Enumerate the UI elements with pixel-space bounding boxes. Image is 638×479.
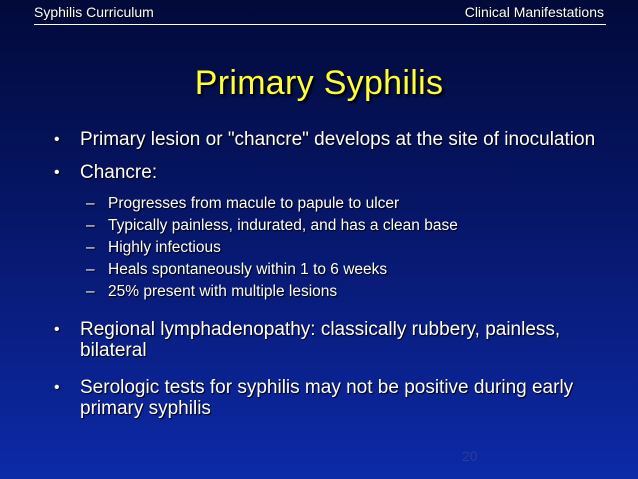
slide-title: Primary Syphilis [194,64,444,102]
subitem-text: 25% present with multiple lesions [108,283,338,300]
bullet-chancre [54,162,614,183]
subitem-text: Highly infectious [108,239,221,256]
subitem-progression [86,193,614,215]
bullet-text: Chancre: [80,162,158,183]
bullet-marker: • [54,321,60,338]
dash-marker: – [86,195,95,212]
bullet-text: Serologic tests for syphilis may not be positive during early primary syphilis [80,377,574,419]
dash-marker: – [86,239,95,256]
bullet-text: Regional lymphadenopathy: classically rubbery, painless, bilateral [80,319,561,361]
bullet-text: Primary lesion or "chancre" develops at the site of inoculation [80,129,596,150]
bullet-lymphadenopathy [54,319,614,361]
subitem-multiple-lesions [86,281,614,303]
subitem-text: Heals spontaneously within 1 to 6 weeks [108,261,388,278]
header-divider [34,24,606,25]
header-course-name: Syphilis Curriculum [34,4,154,20]
chancre-subitems [86,193,614,303]
page-number: 20 [462,448,478,464]
bullet-marker: • [54,164,60,181]
bullet-serologic-tests [54,377,614,419]
subitem-infectious [86,237,614,259]
bullet-list [54,129,614,419]
dash-marker: – [86,217,95,234]
bullet-marker: • [54,131,60,148]
subitem-text: Progresses from macule to papule to ulcer [108,195,400,212]
subitem-heals [86,259,614,281]
dash-marker: – [86,283,95,300]
bullet-primary-lesion [54,129,614,150]
subitem-text: Typically painless, indurated, and has a clean base [108,217,458,234]
bullet-marker: • [54,379,60,396]
dash-marker: – [86,261,95,278]
header-section-name: Clinical Manifestations [464,4,604,20]
subitem-painless [86,215,614,237]
